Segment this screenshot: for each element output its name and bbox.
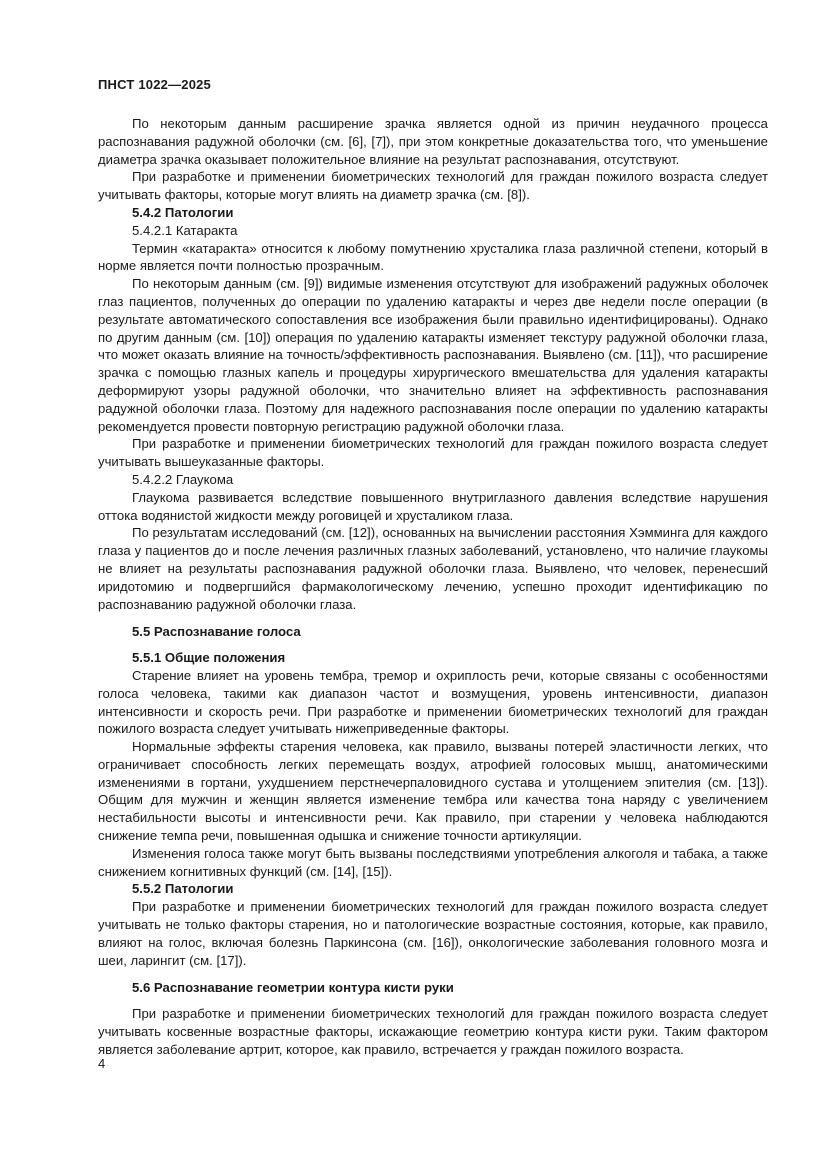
heading-5-5-1-general: 5.5.1 Общие положения [132,650,286,666]
heading-5-4-2-pathologies: 5.4.2 Патологии [132,204,234,220]
heading-5-6-hand-geometry: 5.6 Распознавание геометрии контура кисти руки [132,980,454,996]
document-code-header: ПНСТ 1022—2025 [98,77,211,92]
heading-5-5-voice-recognition: 5.5 Распознавание голоса [132,624,301,640]
paragraph-glaucoma-definition: Глаукома развивается вследствие повышенного внутриглазного давления вследствие нарушения оттока водянистой жидкости между роговицей и хрусталиком глаза. [98,489,768,523]
paragraph-voice-pathologies: При разработке и применении биометрических технологий для граждан пожилого возраста следует учитывать не только факторы старения, но и патологические возрастные состояния, которые, как правило, влияют на голос, включая болезнь Паркинсона (см. [16]), онкологические заболевания головного мозга и шеи, ларингит (см. [17]). [98,899,768,968]
paragraph-pupil-factors: При разработке и применении биометрических технологий для граждан пожилого возраста следует учитывать факторы, которые могут влиять на диаметр зрачка (см. [8]). [98,169,768,203]
paragraph-glaucoma-studies: По результатам исследований (см. [12]), основанных на вычислении расстояния Хэмминга для каждого глаза у пациентов до и после лечения различных глазных заболеваний, установлено, что наличие глаукомы не влияет на результаты распознавания радужной оболочки глаза. Выявлено, что человек, перенесший иридотомию и подвергшийся фармакологическому лечению, успешно проходит идентификацию по распознаванию радужной оболочки глаза. [98,525,768,612]
document-body [98,115,768,1059]
paragraph-normal-aging-effects: Нормальные эффекты старения человека, как правило, вызваны потерей эластичности легких, что ограничивает способность легких перемещать воздух, атрофией голосовых мышц, анатомическими изменениями в гортани, ухудшением перстнечерпаловидного сустава и утолщением эпителия (см. [13]). Общим для мужчин и женщин является изменение тембра или качества тона наряду с увеличением нестабильности высоты и интенсивности речи. Как правило, при старении у человека наблюдаются снижение темпа речи, повышенная одышка и снижение точности артикуляции. [98,739,768,844]
page-number: 4 [98,1056,106,1071]
paragraph-cataract-factors: При разработке и применении биометрических технологий для граждан пожилого возраста следует учитывать вышеуказанные факторы. [98,436,768,470]
paragraph-cataract-studies: По некоторым данным (см. [9]) видимые изменения отсутствуют для изображений радужных оболочек глаз пациентов, полученных до операции по удалению катаракты и через две недели после операции (в результате автоматического сопоставления все изображения были правильно идентифицированы). Однако по другим данным (см. [10]) операция по удалению катаракты изменяет текстуру радужной оболочки глаза, что может оказать влияние на точность/эффективность распознавания. Выявлено (см. [11]), что расширение зрачка с помощью глазных капель и процедуры хирургического вмешательства для удаления катаракты деформируют узоры радужной оболочки, что значительно влияет на эффективность распознавания радужной оболочки глаза. Поэтому для надежного распознавания после операции по удалению катаракты рекомендуется провести повторную регистрацию радужной оболочки глаза. [98,276,768,434]
paragraph-cataract-definition: Термин «катаракта» относится к любому помутнению хрусталика глаза различной степени, который в норме является почти полностью прозрачным. [98,240,768,274]
paragraph-pupil-dilation: По некоторым данным расширение зрачка является одной из причин неудачного процесса распознавания радужной оболочки (см. [6], [7]), при этом конкретные доказательства того, что уменьшение диаметра зрачка оказывает положительное влияние на результат распознавания, отсутствуют. [98,116,768,167]
paragraph-aging-voice: Старение влияет на уровень тембра, тремор и охриплость речи, которые связаны с особенностями голоса человека, такими как диапазон частот и возмущения, уровень интенсивности, диапазон интенсивности и скорость речи. При разработке и применении биометрических технологий для граждан пожилого возраста следует учитывать нижеприведенные факторы. [98,667,768,737]
heading-5-4-2-2-glaucoma: 5.4.2.2 Глаукома [132,471,234,487]
heading-5-4-2-1-cataract: 5.4.2.1 Катаракта [132,222,238,238]
paragraph-hand-geometry: При разработке и применении биометрических технологий для граждан пожилого возраста следует учитывать косвенные возрастные факторы, искажающие геометрию контура кисти руки. Таким фактором является заболевание артрит, которое, как правило, встречается у граждан пожилого возраста. [98,1006,768,1057]
heading-5-5-2-pathologies: 5.5.2 Патологии [132,881,234,897]
paragraph-voice-changes: Изменения голоса также могут быть вызваны последствиями употребления алкоголя и табака, а также снижением когнитивных функций (см. [14], [15]). [98,845,768,879]
